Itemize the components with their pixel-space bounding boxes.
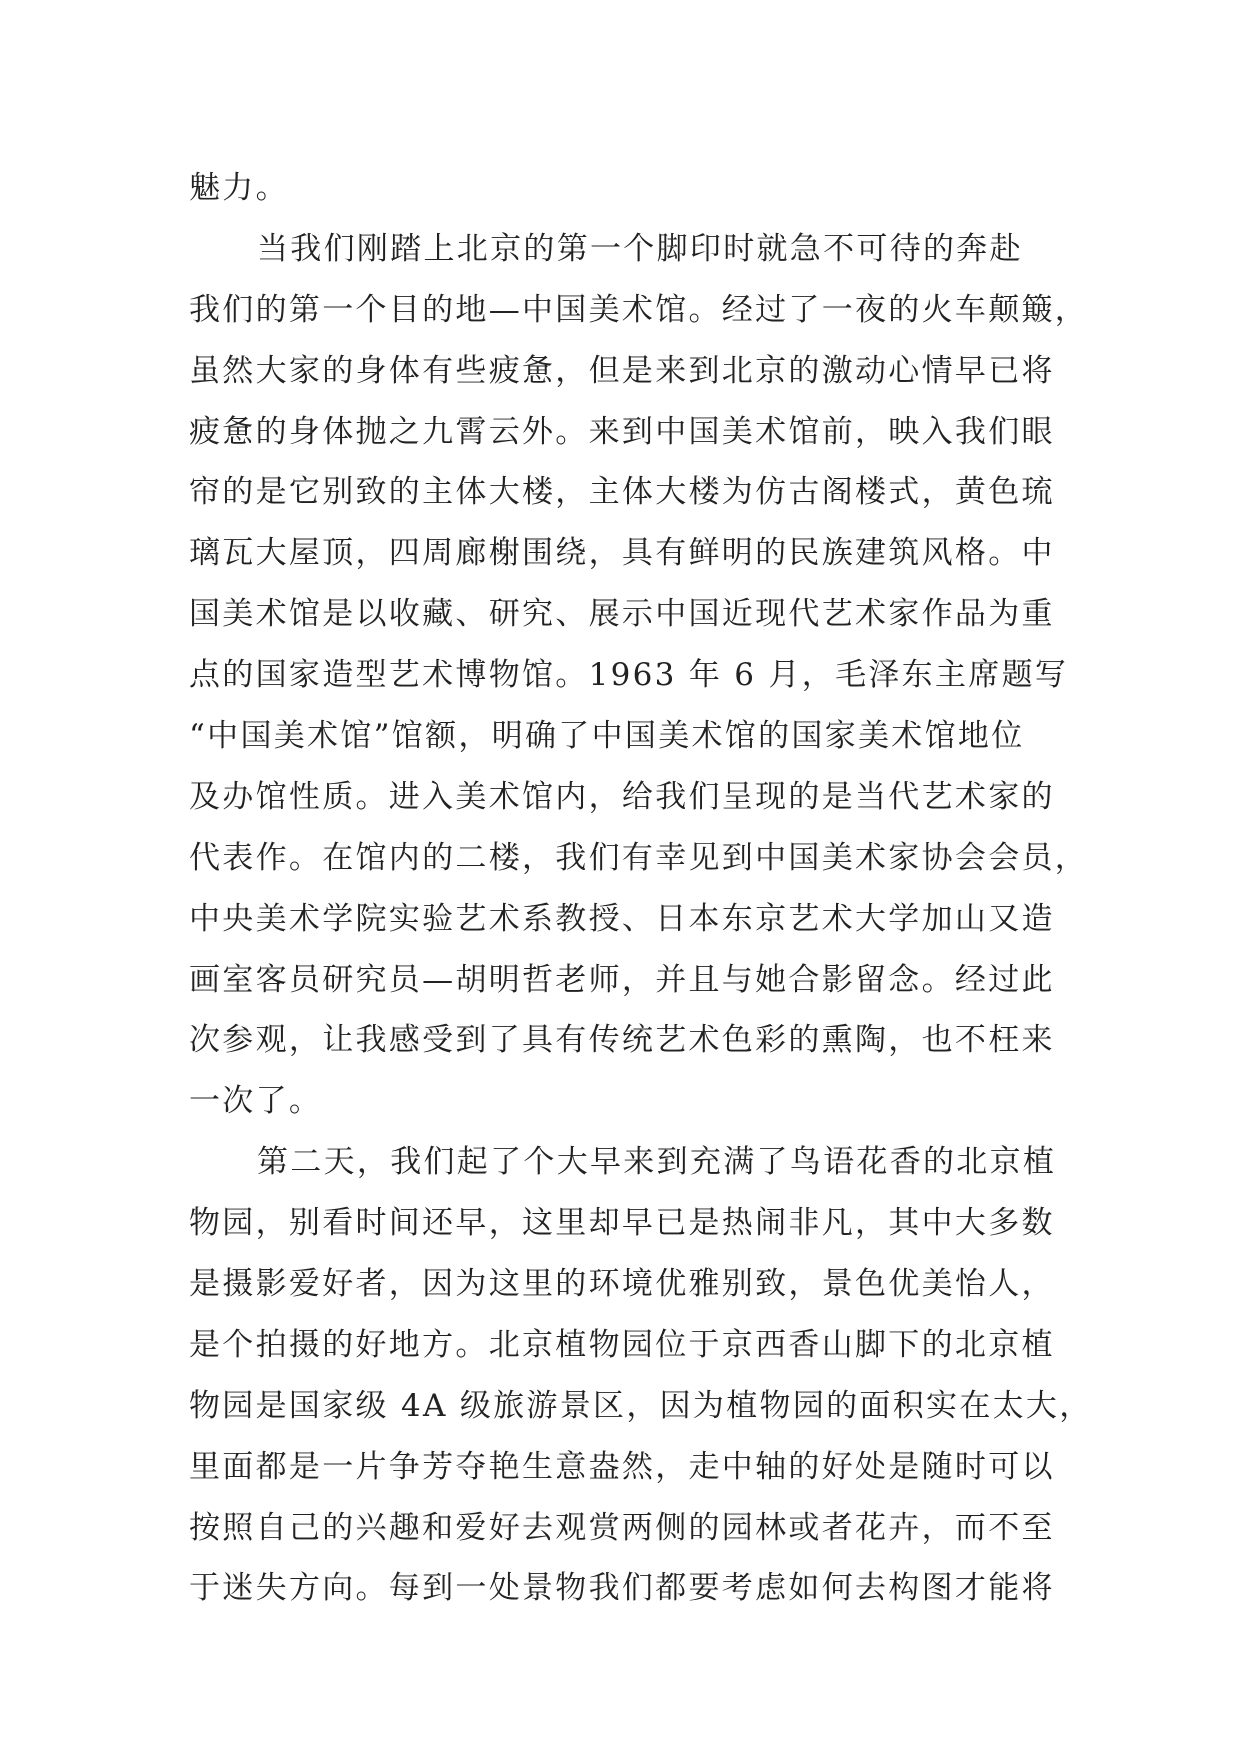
- text-line: 帘的是它别致的主体大楼，主体大楼为仿古阁楼式，黄色琉: [189, 474, 1055, 511]
- text-line: 璃瓦大屋顶，四周廊榭围绕，具有鲜明的民族建筑风格。中: [189, 535, 1055, 572]
- text-line: 疲惫的身体抛之九霄云外。来到中国美术馆前，映入我们眼: [189, 413, 1055, 450]
- text-line: 物园是国家级 4A 级旅游景区，因为植物园的面积实在太大，: [189, 1387, 1093, 1424]
- text-line: 中央美术学院实验艺术系教授、日本东京艺术大学加山又造: [189, 900, 1055, 937]
- text-line: 魅力。: [189, 170, 289, 206]
- text-line: 于迷失方向。每到一处景物我们都要考虑如何去构图才能将: [189, 1570, 1055, 1607]
- text-line: 物园，别看时间还早，这里却早已是热闹非凡，其中大多数: [189, 1205, 1055, 1242]
- text-line: 我们的第一个目的地—中国美术馆。经过了一夜的火车颠簸，: [189, 291, 1089, 328]
- text-line: 是个拍摄的好地方。北京植物园位于京西香山脚下的北京植: [189, 1326, 1055, 1363]
- text-line: 国美术馆是以收藏、研究、展示中国近现代艺术家作品为重: [189, 596, 1055, 633]
- text-line: 一次了。: [189, 1083, 323, 1120]
- text-line: 虽然大家的身体有些疲惫，但是来到北京的激动心情早已将: [189, 352, 1055, 389]
- text-line: 次参观，让我感受到了具有传统艺术色彩的熏陶，也不枉来: [189, 1022, 1055, 1059]
- text-line: 点的国家造型艺术博物馆。1963 年 6 月，毛泽东主席题写: [189, 657, 1069, 694]
- text-line: 当我们刚踏上北京的第一个脚印时就急不可待的奔赴: [257, 230, 1023, 267]
- text-line: 是摄影爱好者，因为这里的环境优雅别致，景色优美怡人，: [189, 1266, 1055, 1303]
- text-line: “中国美术馆”馆额，明确了中国美术馆的国家美术馆地位: [189, 718, 1025, 755]
- text-line: 代表作。在馆内的二楼，我们有幸见到中国美术家协会会员，: [189, 839, 1089, 876]
- text-line: 画室客员研究员—胡明哲老师，并且与她合影留念。经过此: [189, 961, 1055, 998]
- text-line: 里面都是一片争芳夺艳生意盎然，走中轴的好处是随时可以: [189, 1448, 1055, 1485]
- text-line: 及办馆性质。进入美术馆内，给我们呈现的是当代艺术家的: [189, 778, 1055, 815]
- text-line: 按照自己的兴趣和爱好去观赏两侧的园林或者花卉，而不至: [189, 1509, 1055, 1546]
- body-text: [189, 158, 1093, 1619]
- text-line: 第二天，我们起了个大早来到充满了鸟语花香的北京植: [257, 1144, 1057, 1181]
